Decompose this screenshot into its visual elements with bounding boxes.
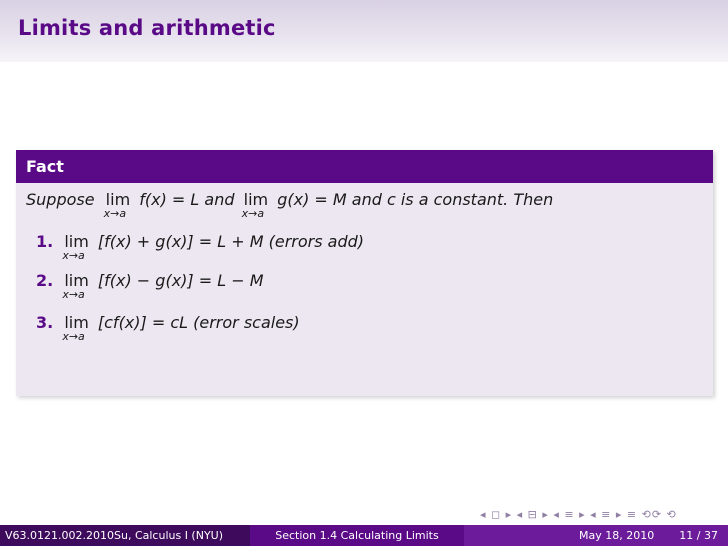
lim-subscript: x→a	[62, 330, 85, 343]
fact-heading: Fact	[16, 150, 713, 183]
lim-subscript: x→a	[62, 249, 85, 262]
item-number: 2.	[36, 271, 54, 290]
fact-item	[36, 271, 264, 301]
intro-lim-1	[103, 190, 131, 220]
lim-word: lim	[64, 313, 89, 332]
fact-item	[36, 232, 364, 262]
lim-word: lim	[243, 190, 269, 209]
item-number: 1.	[36, 232, 54, 251]
slide-header	[0, 0, 728, 62]
fact-intro	[26, 190, 554, 220]
item-lim	[62, 232, 89, 262]
lim-subscript: x→a	[62, 288, 85, 301]
item-lim	[62, 313, 89, 343]
intro-expr-1: f(x) = L	[139, 190, 200, 209]
item-expression: [f(x) + g(x)] = L + M (errors add)	[97, 232, 364, 251]
intro-suppose: Suppose	[26, 190, 95, 209]
lim-word: lim	[64, 271, 89, 290]
intro-and: and	[204, 190, 235, 209]
footer-section: Section 1.4 Calculating Limits	[250, 525, 464, 546]
item-number: 3.	[36, 313, 54, 332]
fact-item	[36, 313, 300, 343]
footer-date: May 18, 2010	[579, 529, 655, 542]
slide-title: Limits and arithmetic	[18, 16, 276, 40]
footer-course: V63.0121.002.2010Su, Calculus I (NYU)	[0, 525, 250, 546]
item-lim	[62, 271, 89, 301]
lim-subscript: x→a	[241, 207, 265, 220]
item-expression: [cf(x)] = cL (error scales)	[97, 313, 300, 332]
beamer-nav-bar[interactable]: ◂ ◻ ▸ ◂ ⊟ ▸ ◂ ≡ ▸ ◂ ≡ ▸ ≡ ⟲⟳ ⟲	[480, 508, 677, 521]
slide-footer	[0, 525, 728, 546]
lim-word: lim	[64, 232, 89, 251]
intro-lim-2	[241, 190, 269, 220]
footer-page-number: 11 / 37	[679, 529, 718, 542]
intro-expr-2: g(x) = M and c is a constant. Then	[277, 190, 554, 209]
item-expression: [f(x) − g(x)] = L − M	[97, 271, 264, 290]
lim-subscript: x→a	[103, 207, 127, 220]
lim-word: lim	[105, 190, 131, 209]
footer-right	[464, 525, 728, 546]
